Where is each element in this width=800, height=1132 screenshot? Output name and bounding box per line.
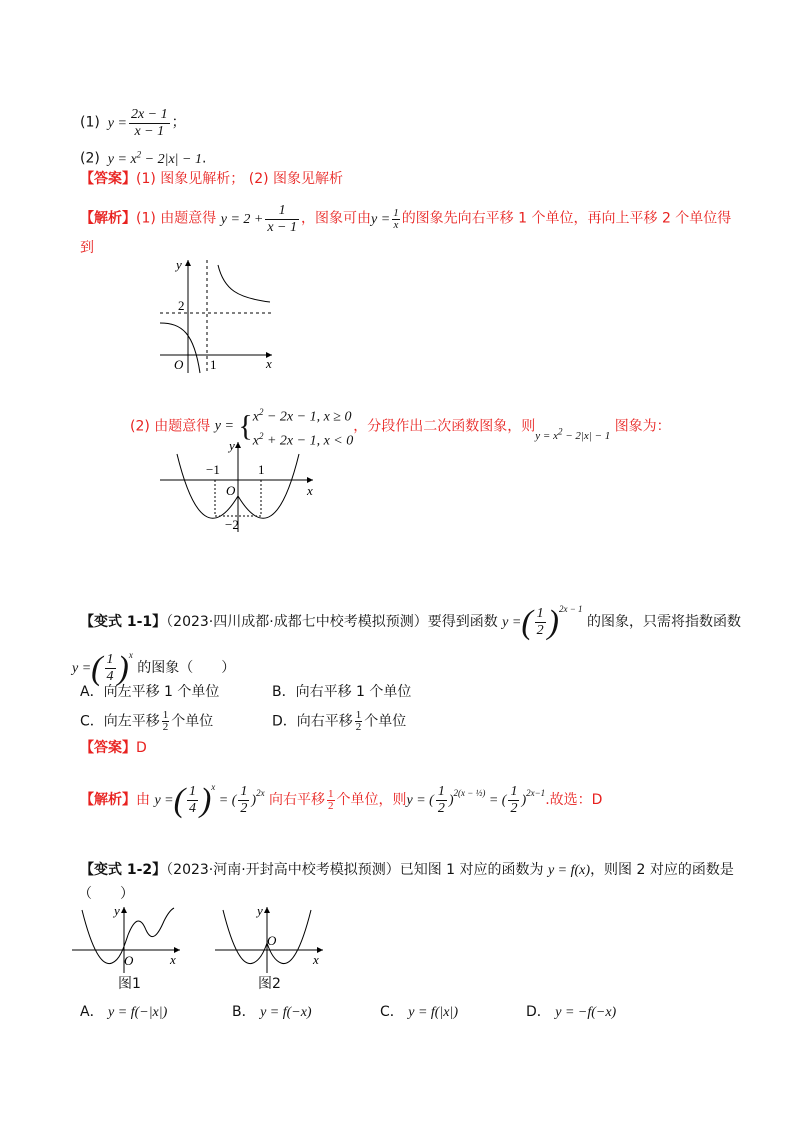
svg-text:1: 1 — [210, 357, 217, 372]
svg-text:x: x — [170, 952, 176, 967]
item-2: (2) $y = x^2 - 2|x| - 1$. — [80, 149, 207, 167]
figure-2 — [215, 905, 330, 975]
option-b[interactable]: B．向右平移 1 个单位 — [272, 684, 412, 700]
formula-2: $y = x^2 - 2|x| - 1$ — [104, 149, 202, 167]
variant-1-1-question-cont: y =( $\frac{1}{4}$ )$^x$ 的图象（ ） — [72, 649, 236, 687]
svg-text:−1: −1 — [206, 462, 220, 477]
svg-text:1: 1 — [258, 462, 265, 477]
svg-text:x: x — [266, 356, 272, 371]
item-1: (1) y = $\frac{2x - 1}{x - 1}$ ； — [80, 107, 186, 139]
svg-text:y: y — [176, 257, 182, 272]
analysis-line-1-cont: 到 — [80, 240, 94, 256]
option-a[interactable]: A．向左平移 1 个单位 — [80, 684, 220, 700]
y-axis-arrow-icon — [185, 260, 191, 266]
option-d[interactable]: D．向右平移 $\frac{1}{2}$ 个单位 — [272, 709, 407, 733]
analysis-line-2: (2) 由题意得 $y = \{x^2 - 2x - 1$, x ≥ 0 $x^2 + 2x - 1$, x < 0，分段作出二次函数图象，则$_{y = x^2 - 2|x| - 1}$ 图象为： — [130, 403, 671, 450]
svg-text:y: y — [114, 903, 120, 918]
svg-text:O: O — [267, 933, 277, 948]
variant2-option-d[interactable]: D． y = −f(−x) — [526, 1004, 617, 1020]
variant-1-2-question: 【变式 1-2】（2023·河南·开封高中校考模拟预测）已知图 1 对应的函数为 y = f(x)，则图 2 对应的函数是 — [80, 862, 734, 878]
variant-1-1-answer: 【答案】D — [80, 740, 147, 756]
answer-blank: （ ） — [78, 886, 134, 902]
figure-1 — [72, 905, 187, 975]
option-c[interactable]: C．向左平移 $\frac{1}{2}$ 个单位 — [80, 709, 214, 733]
figure-2-caption: 图2 — [258, 976, 281, 992]
svg-text:x: x — [313, 952, 319, 967]
variant2-option-c[interactable]: C． y = f(|x|) — [380, 1004, 459, 1020]
piecewise-formula: {$x^2 - 2x - 1$, x ≥ 0 $x^2 + 2x - 1$, x < 0 — [238, 407, 354, 449]
svg-text:2: 2 — [178, 298, 185, 313]
svg-text:O: O — [174, 357, 184, 372]
svg-text:O: O — [124, 953, 134, 968]
svg-text:x: x — [307, 483, 313, 498]
answer-line: 【答案】(1) 图象见解析； (2) 图象见解析 — [80, 171, 344, 187]
graph-w-shape — [155, 440, 320, 535]
variant-1-1-analysis: 【解析】由 y =( $\frac{1}{4}$ )$^x$ = ( $\frac{1}{2}$ )$^{2x}$ 向右平移 $\frac{1}{2}$ 个单位，则y = ( $\frac{1}{2}$ )$^{2(x - \frac{1}{2})}$ = ( $\frac{1}{2}$ )$^{2x-1}$.故选：D — [80, 781, 603, 819]
variant2-option-a[interactable]: A． y = f(−|x|) — [80, 1004, 168, 1020]
hyperbola-right-branch — [218, 265, 270, 302]
figure-1-caption: 图1 — [118, 976, 141, 992]
analysis-line-1: 【解析】(1) 由题意得 y = 2 + $\frac{1}{x - 1}$ ，图象可由y = $\frac{1}{x}$ 的图象先向右平移 1 个单位，再向上平移 2 个单位得 — [80, 203, 732, 235]
variant2-option-b[interactable]: B． y = f(−x) — [232, 1004, 312, 1020]
formula-1: y = $\frac{2x - 1}{x - 1}$ — [104, 107, 168, 139]
svg-text:y: y — [257, 903, 263, 918]
y-axis-arrow-icon — [235, 442, 241, 448]
y-axis-arrow-icon — [264, 907, 270, 913]
graph-hyperbola — [150, 255, 280, 380]
svg-text:−2: −2 — [225, 517, 239, 532]
y-axis-arrow-icon — [121, 907, 127, 913]
svg-text:y: y — [229, 438, 235, 453]
variant-1-1-question: 【变式 1-1】（2023·四川成都·成都七中校考模拟预测）要得到函数 y =( $\frac{1}{2}$ )$^{2x - 1}$ 的图象，只需将指数函数 — [80, 603, 742, 641]
svg-text:O: O — [226, 483, 236, 498]
